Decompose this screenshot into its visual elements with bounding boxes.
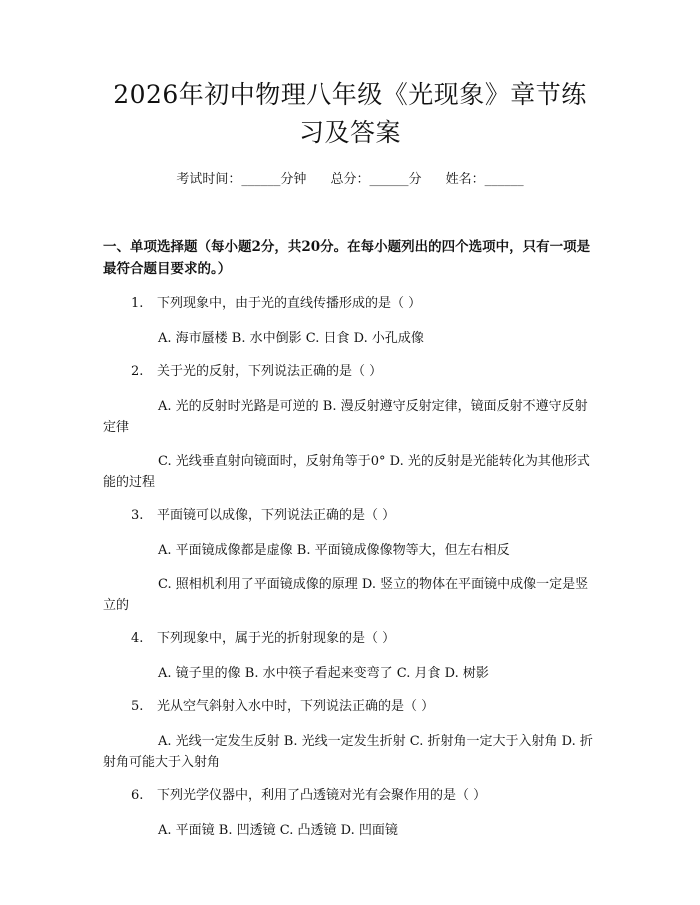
question-number: 4. xyxy=(131,631,144,646)
question-3 xyxy=(131,506,597,526)
question-number: 5. xyxy=(131,699,144,714)
question-stem: 关于光的反射，下列说法正确的是（ ） xyxy=(157,364,383,379)
question-1 xyxy=(131,294,597,314)
question-list xyxy=(103,294,597,841)
question-number: 2. xyxy=(131,364,144,379)
exam-info xyxy=(103,170,597,190)
question-5 xyxy=(131,697,597,717)
question-2 xyxy=(131,362,597,382)
question-options: A. 光的反射时光路是可逆的 B. 漫反射遵守反射定律，镜面反射不遵守反射定律 xyxy=(103,399,588,435)
exam-time-field: 考试时间：______分钟 xyxy=(176,172,307,187)
question-options: A. 光线一定发生反射 B. 光线一定发生折射 C. 折射角一定大于入射角 D. 折射角可能大于入射角 xyxy=(103,734,593,770)
question-options: C. 照相机利用了平面镜成像的原理 D. 竖立的物体在平面镜中成像一定是竖立的 xyxy=(103,577,589,613)
question-options: A. 平面镜成像都是虚像 B. 平面镜成像像物等大，但左右相反 xyxy=(158,543,510,558)
question-number: 1. xyxy=(131,296,144,311)
question-number: 3. xyxy=(131,508,144,523)
question-stem: 下列光学仪器中，利用了凸透镜对光有会聚作用的是（ ） xyxy=(157,788,487,803)
name-field: 姓名：______ xyxy=(445,172,524,187)
question-stem: 下列现象中，属于光的折射现象的是（ ） xyxy=(157,631,396,646)
page-title: 2026年初中物理八年级《光现象》章节练习及答案 xyxy=(113,80,587,147)
question-6 xyxy=(131,786,597,806)
total-score-field: 总分：______分 xyxy=(330,172,422,187)
question-stem: 光从空气斜射入水中时，下列说法正确的是（ ） xyxy=(157,699,435,714)
question-stem: 平面镜可以成像，下列说法正确的是（ ） xyxy=(157,508,396,523)
question-options: A. 平面镜 B. 凹透镜 C. 凸透镜 D. 凹面镜 xyxy=(158,823,398,838)
section-heading: 一、单项选择题（每小题2分，共20分。在每小题列出的四个选项中，只有一项是最符合题目要求的。） xyxy=(103,239,591,277)
question-options: A. 海市蜃楼 B. 水中倒影 C. 日食 D. 小孔成像 xyxy=(158,331,424,346)
question-options: C. 光线垂直射向镜面时，反射角等于0° D. 光的反射是光能转化为其他形式能的过程 xyxy=(103,454,590,490)
question-number: 6. xyxy=(131,788,144,803)
question-options: A. 镜子里的像 B. 水中筷子看起来变弯了 C. 月食 D. 树影 xyxy=(158,666,489,681)
question-stem: 下列现象中，由于光的直线传播形成的是（ ） xyxy=(157,296,422,311)
exam-page xyxy=(103,0,597,854)
question-4 xyxy=(131,629,597,649)
